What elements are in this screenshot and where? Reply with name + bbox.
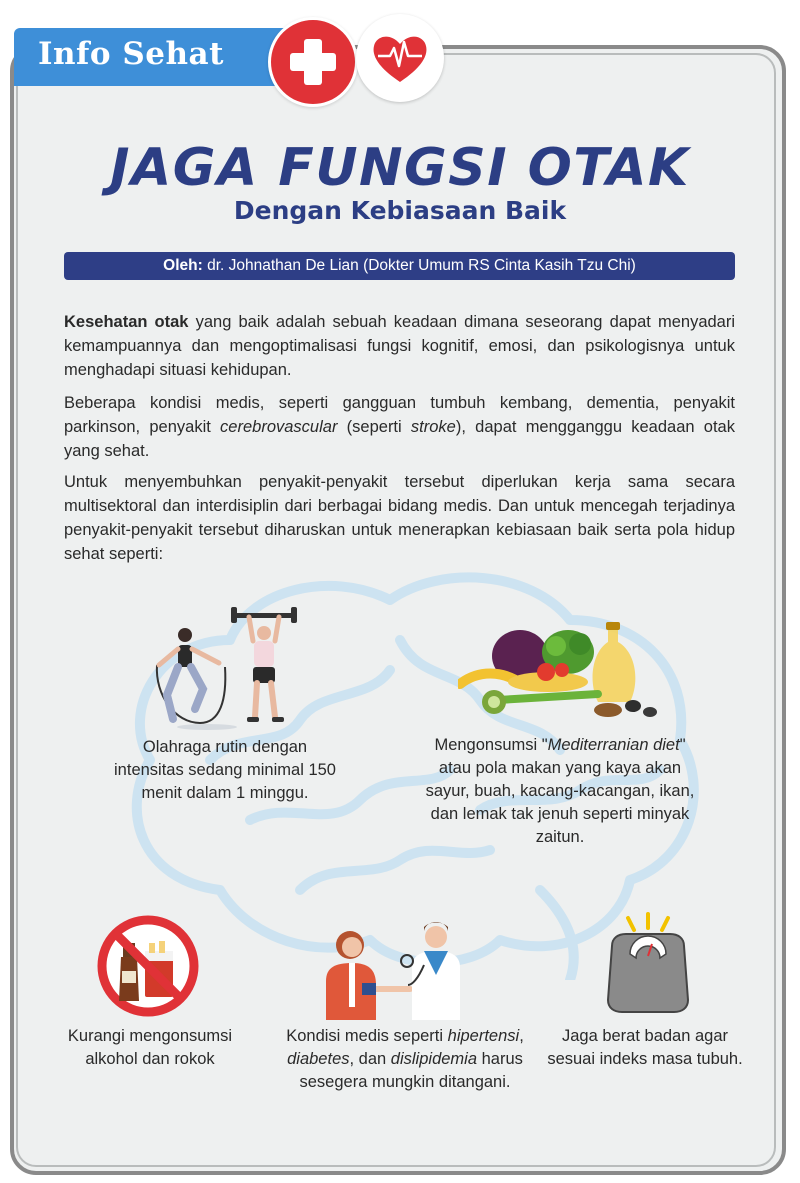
tip-medical bbox=[285, 1025, 525, 1094]
paragraph-conditions bbox=[64, 391, 735, 463]
tip-medical-text-b: , bbox=[519, 1027, 524, 1045]
tip-diet bbox=[420, 734, 700, 849]
tip-weight: Jaga berat badan agar sesuai indeks masa tubuh. bbox=[547, 1027, 743, 1068]
p2-text-a: Beberapa kondisi medis, seperti gangguan tumbuh kembang, dementia, penyakit parkinson, penyakit bbox=[64, 394, 735, 436]
page-title: JAGA FUNGSI OTAK bbox=[110, 138, 690, 198]
tip-medical-italic-b: diabetes bbox=[287, 1050, 350, 1068]
tip-medical-text-d: harus sesegera mungkin ditangani. bbox=[299, 1050, 523, 1091]
tip-diet-text-b: " atau pola makan yang kaya akan sayur, buah, kacang-kacangan, ikan, dan lemak tak jenuh seperti minyak zaitun. bbox=[425, 736, 695, 846]
author-prefix: Oleh: bbox=[163, 257, 203, 274]
exercise-illustration bbox=[145, 605, 305, 730]
p2-text-b: (seperti bbox=[337, 418, 411, 436]
food-illustration bbox=[458, 622, 668, 727]
no-alcohol-smoking-icon bbox=[95, 913, 201, 1019]
paragraph-intro bbox=[64, 310, 735, 382]
tip-diet-italic: Mediterranian diet bbox=[547, 736, 680, 754]
tip-medical-italic-a: hipertensi bbox=[447, 1027, 520, 1045]
p2-italic-a: cerebrovascular bbox=[220, 418, 338, 436]
paragraph-prevention: Untuk menyembuhkan penyakit-penyakit tersebut diperlukan kerja sama secara multisektoral dan interdisiplin dari berbagai bidang medis. Dan untuk mencegah terjadinya penyakit-penyakit tersebut diharuskan untuk menerapkan kebiasaan baik serta pola hidup sehat seperti: bbox=[64, 473, 735, 563]
p2-text-c: ), dapat mengganggu keadaan otak yang sehat. bbox=[64, 418, 735, 460]
info-badge-label: Info Sehat bbox=[38, 36, 224, 72]
medical-cross-icon bbox=[268, 17, 358, 107]
paragraph-intro-bold: Kesehatan otak bbox=[64, 313, 189, 331]
paragraph-intro-text: yang baik adalah sebuah keadaan dimana seseorang dapat menyadari kemampuannya dan mengoptimalisasi fungsi kognitif, emosi, dan psikologisnya untuk menghadapi situasi kehidupan. bbox=[64, 313, 736, 379]
tip-medical-italic-c: dislipidemia bbox=[390, 1050, 478, 1068]
p2-italic-b: stroke bbox=[410, 418, 456, 436]
tip-medical-text-a: Kondisi medis seperti bbox=[286, 1027, 448, 1045]
tip-alcohol: Kurangi mengonsumsi alkohol dan rokok bbox=[67, 1027, 233, 1068]
weight-scale-icon bbox=[598, 910, 698, 1020]
author-name: dr. Johnathan De Lian (Dokter Umum RS Cinta Kasih Tzu Chi) bbox=[202, 257, 636, 274]
doctor-patient-illustration bbox=[312, 915, 482, 1020]
tip-exercise: Olahraga rutin dengan intensitas sedang minimal 150 menit dalam 1 minggu. bbox=[114, 738, 336, 802]
author-bar bbox=[64, 252, 735, 280]
tip-medical-text-c: , dan bbox=[349, 1050, 391, 1068]
heartbeat-icon bbox=[356, 14, 444, 102]
tip-diet-text-a: Mengonsumsi " bbox=[434, 736, 548, 754]
page-subtitle: Dengan Kebiasaan Baik bbox=[233, 196, 567, 225]
